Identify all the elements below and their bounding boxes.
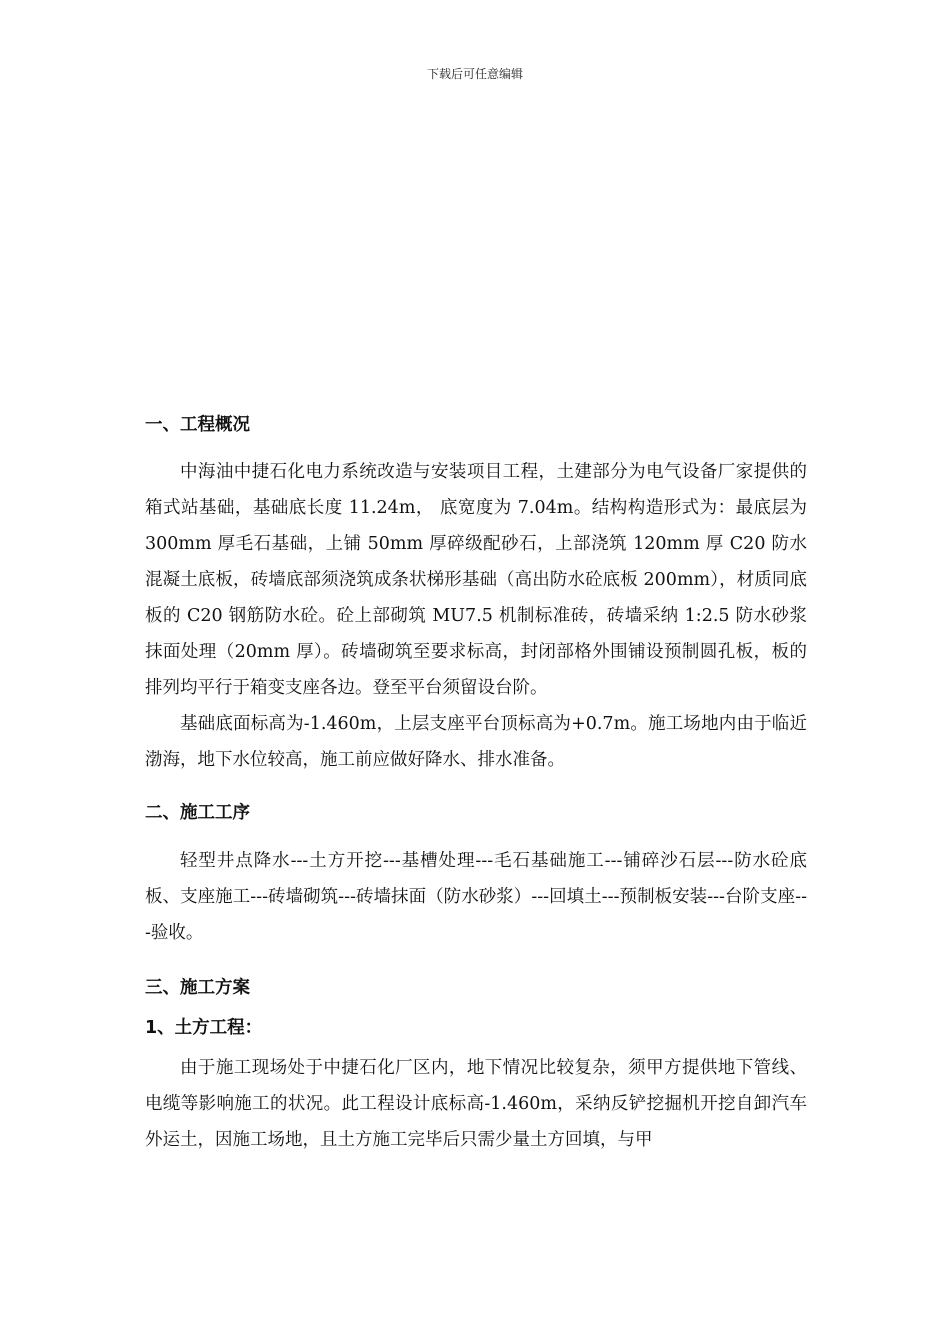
section-heading-procedure: 二、施工工序 (145, 803, 250, 823)
header-note: 下载后可任意编辑 (426, 67, 523, 81)
overview-paragraph-1: 中海油中捷石化电力系统改造与安装项目工程，土建部分为电气设备厂家提供的箱式站基础，基础底长度 11.24m， 底宽度为 7.04m。结构构造形式为：最底层为 300mm 厚毛石基础，上铺 50mm 厚碎级配砂石，上部浇筑 120mm 厚 C20 防水混凝土底板，砖墙底部须浇筑成条状梯形基础（高出防水砼底板 200mm），材质同底板的 C20 钢筋防水砼。砼上部砌筑 MU7.5 机制标准砖，砖墙采纳 1:2.5 防水砂浆抹面处理（20mm 厚）。砖墙砌筑至要求标高，封闭部格外围铺设预制圆孔板，板的排列均平行于箱变支座各边。登至平台须留设台阶。 (145, 462, 807, 698)
plan-paragraph: 由于施工现场处于中捷石化厂区内，地下情况比较复杂，须甲方提供地下管线、电缆等影响施工的状况。此工程设计底标高-1.460m，采纳反铲挖掘机开挖自卸汽车外运土，因施工场地，且土方施工完毕后只需少量土方回填，与甲 (145, 1058, 807, 1150)
document-body (145, 407, 807, 1158)
section-heading-plan: 三、施工方案 (145, 978, 250, 998)
procedure-paragraph: 轻型井点降水---土方开挖---基槽处理---毛石基础施工---铺碎沙石层---防水砼底板、支座施工---砖墙砌筑---砖墙抹面（防水砂浆）---回填土---预制板安装---台阶支座---验收。 (145, 851, 807, 943)
subheading-earthwork: 1、土方工程： (145, 1018, 263, 1038)
section-heading-overview: 一、工程概况 (145, 415, 250, 435)
overview-paragraph-2: 基础底面标高为-1.460m，上层支座平台顶标高为+0.7m。施工场地内由于临近渤海，地下水位较高，施工前应做好降水、排水准备。 (145, 714, 807, 770)
